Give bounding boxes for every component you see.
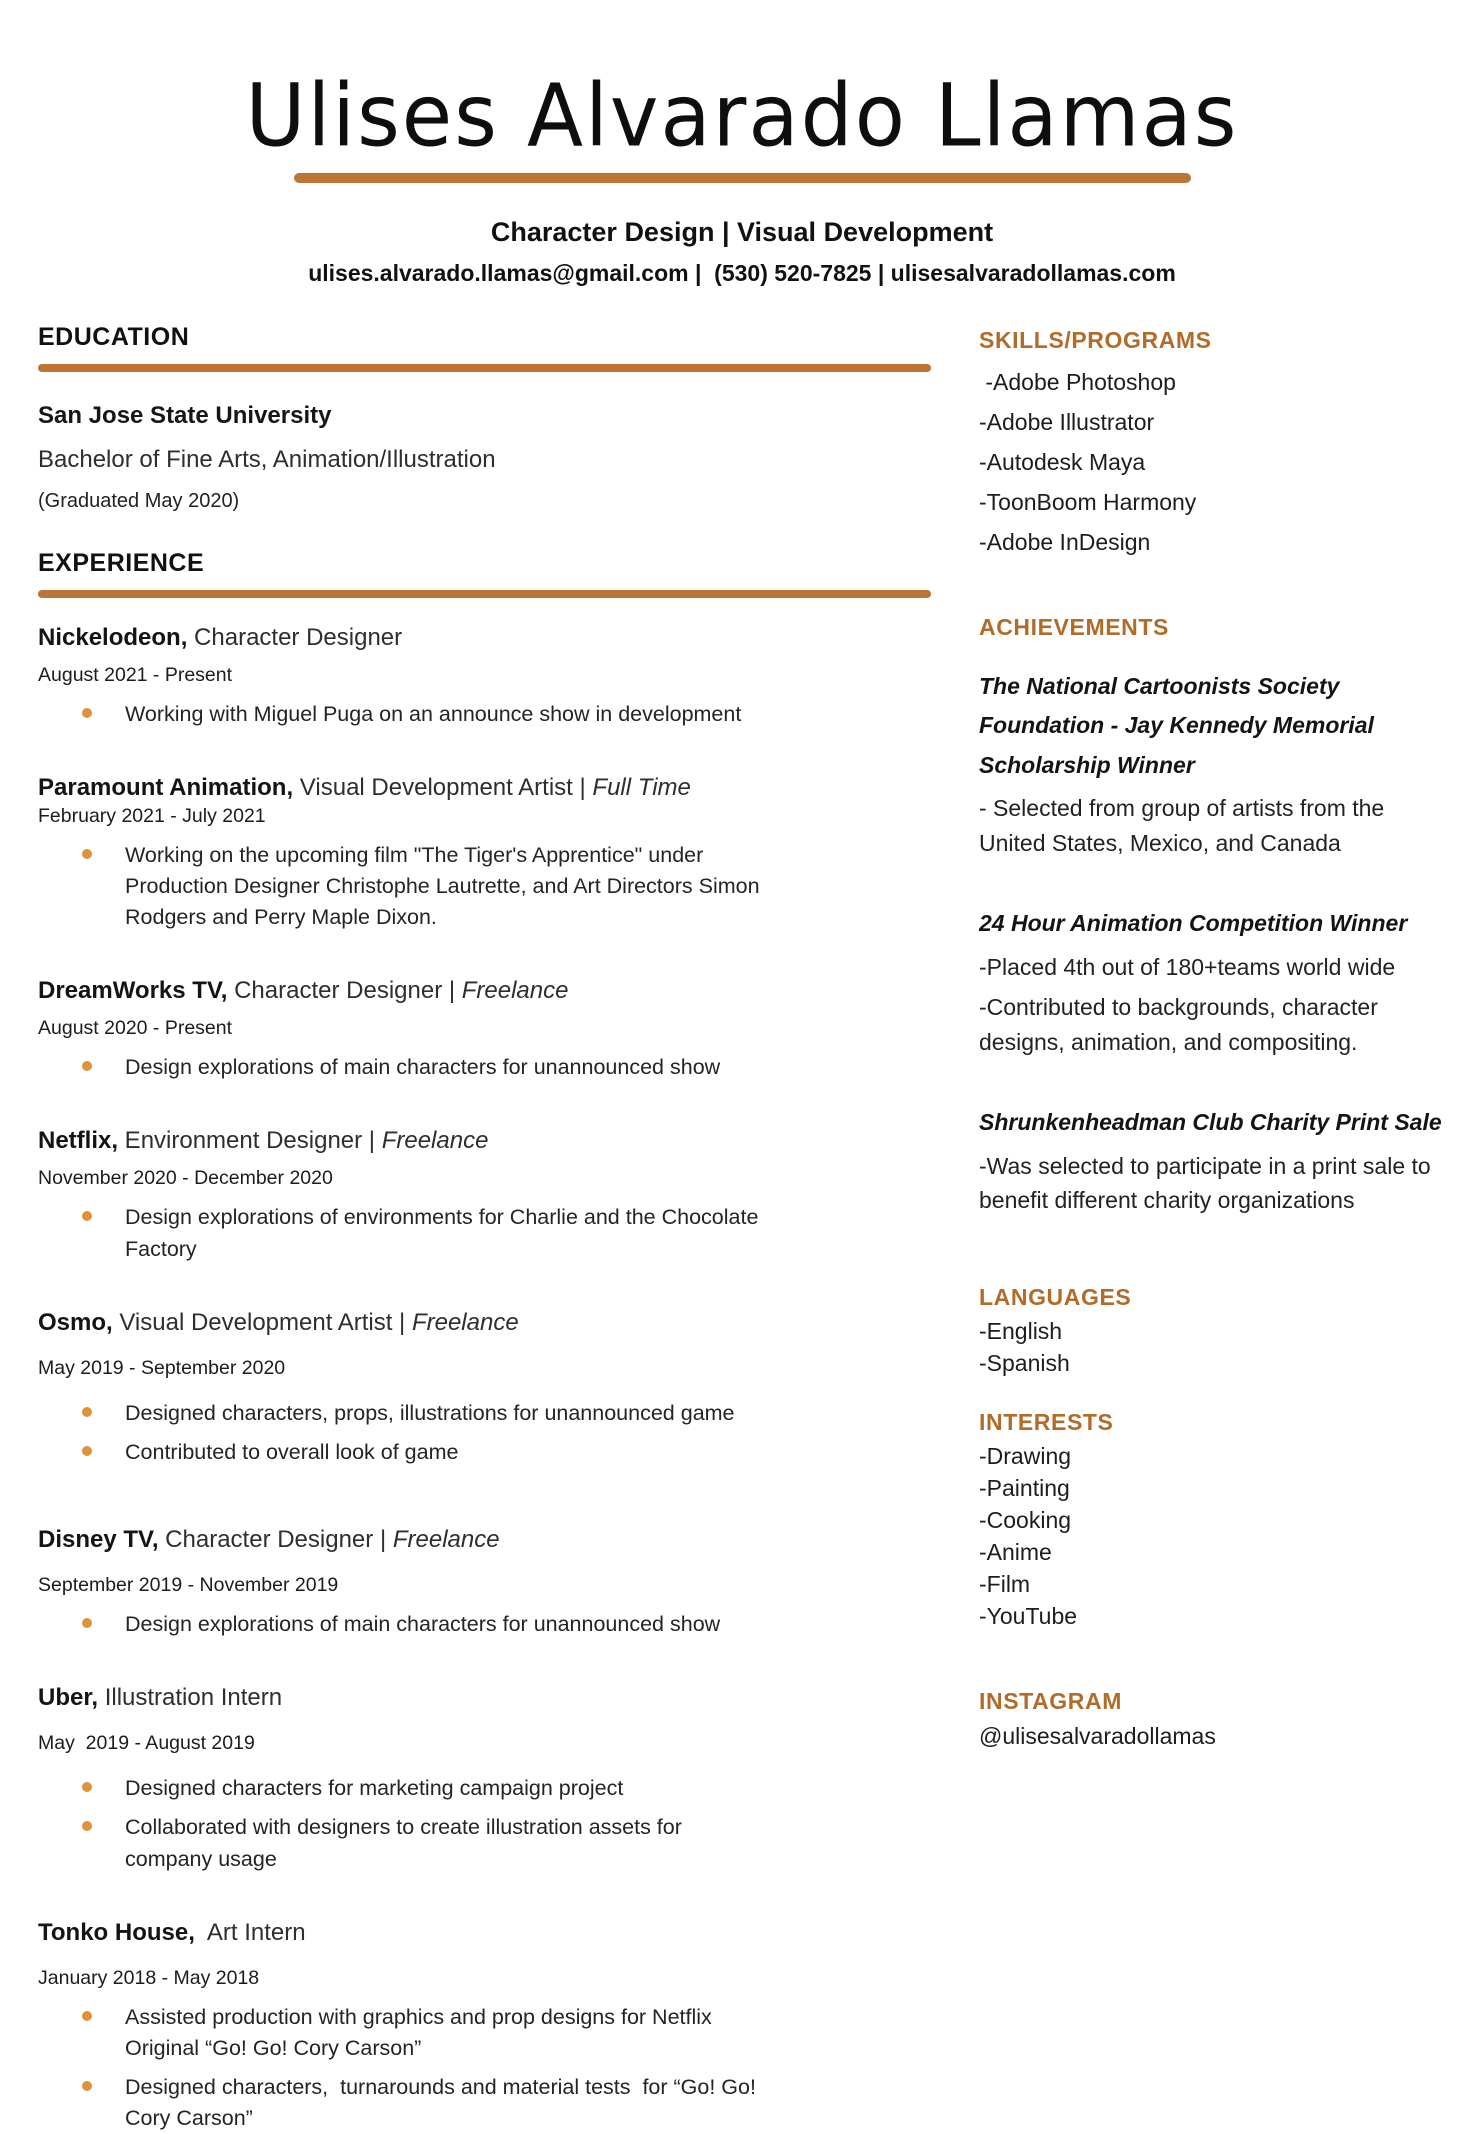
job-dates: May 2019 - September 2020 (38, 1357, 931, 1380)
achievement-title: The National Cartoonists Society Foundation - Jay Kennedy Memorial Scholarship Winner (979, 667, 1444, 786)
bullet-dot-icon (82, 1211, 92, 1221)
job-entry (38, 1309, 931, 1468)
person-name: Ulises Alvarado Llamas (0, 63, 1484, 172)
job-role: Visual Development Artist | (293, 774, 592, 801)
bullet-text: Working on the upcoming film "The Tiger's Apprentice" under Production Designer Christophe Lautrette, and Art Directors Simon Rodgers and Perry Maple Dixon. (125, 840, 765, 934)
bullet-item (38, 1609, 931, 1640)
job-bullet-list (38, 1609, 931, 1640)
bullet-text: Collaborated with designers to create illustration assets for company usage (125, 1812, 765, 1874)
job-role: Visual Development Artist | (113, 1309, 412, 1336)
job-role-type: Freelance (393, 1526, 500, 1553)
language-item: -English (979, 1315, 1444, 1347)
bullet-dot-icon (82, 708, 92, 718)
job-company: Osmo, (38, 1309, 113, 1336)
job-entry (38, 1919, 931, 2134)
achievement-desc: -Contributed to backgrounds, character designs, animation, and compositing. (979, 990, 1444, 1059)
experience-rule (38, 590, 931, 598)
job-company: Nickelodeon, (38, 624, 187, 651)
languages-list (979, 1315, 1444, 1379)
job-company: Tonko House, (38, 1919, 195, 1946)
resume-header (0, 0, 1484, 287)
bullet-dot-icon (82, 1407, 92, 1417)
job-title (38, 1919, 931, 1947)
interest-item: -YouTube (979, 1600, 1444, 1632)
graduation-date: (Graduated May 2020) (38, 490, 931, 513)
job-role: Illustration Intern (98, 1684, 282, 1711)
two-column-body (0, 287, 1484, 2134)
job-role-type: Freelance (382, 1127, 489, 1154)
job-title (38, 1127, 931, 1155)
bullet-text: Working with Miguel Puga on an announce show in development (125, 699, 741, 730)
interest-item: -Drawing (979, 1440, 1444, 1472)
interests-heading: INTERESTS (979, 1409, 1444, 1436)
bullet-dot-icon (82, 1446, 92, 1456)
sidebar-column (979, 327, 1444, 2134)
name-underline-rule (294, 173, 1191, 183)
job-role-type: Full Time (592, 774, 690, 801)
job-company: DreamWorks TV, (38, 977, 227, 1004)
job-entry (38, 977, 931, 1083)
job-bullet-list (38, 1202, 931, 1264)
bullet-text: Designed characters, turnarounds and material tests for “Go! Go! Cory Carson” (125, 2072, 765, 2134)
education-heading: EDUCATION (38, 323, 931, 352)
bullet-dot-icon (82, 2011, 92, 2021)
job-title (38, 774, 931, 802)
main-column (38, 287, 931, 2134)
job-dates: November 2020 - December 2020 (38, 1167, 931, 1190)
instagram-handle: @ulisesalvaradollamas (979, 1723, 1444, 1750)
achievement-desc: -Placed 4th out of 180+teams world wide (979, 950, 1444, 985)
job-dates: August 2020 - Present (38, 1017, 931, 1040)
job-company: Paramount Animation, (38, 774, 293, 801)
job-dates: May 2019 - August 2019 (38, 1732, 931, 1755)
languages-heading: LANGUAGES (979, 1284, 1444, 1311)
job-dates: January 2018 - May 2018 (38, 1967, 931, 1990)
job-dates: September 2019 - November 2019 (38, 1574, 931, 1597)
job-role: Character Designer | (159, 1526, 393, 1553)
bullet-dot-icon (82, 2081, 92, 2091)
achievement-desc: - Selected from group of artists from the United States, Mexico, and Canada (979, 791, 1444, 860)
job-role: Art Intern (195, 1919, 306, 1946)
job-role: Character Designer | (227, 977, 461, 1004)
school-name: San Jose State University (38, 402, 931, 430)
job-dates: August 2021 - Present (38, 664, 931, 687)
job-entry (38, 1127, 931, 1264)
bullet-text: Design explorations of main characters for unannounced show (125, 1052, 720, 1083)
job-title (38, 1526, 931, 1554)
job-bullet-list (38, 699, 931, 730)
skill-item: -Adobe InDesign (979, 522, 1444, 562)
job-entry (38, 1684, 931, 1875)
experience-heading: EXPERIENCE (38, 549, 931, 578)
bullet-item (38, 699, 931, 730)
job-title (38, 977, 931, 1005)
achievement-desc: -Was selected to participate in a print sale to benefit different charity organizations (979, 1149, 1444, 1218)
interests-list (979, 1440, 1444, 1632)
bullet-dot-icon (82, 1061, 92, 1071)
job-entry (38, 774, 931, 934)
job-entry (38, 624, 931, 730)
job-role-type: Freelance (462, 977, 569, 1004)
job-role: Character Designer (187, 624, 402, 651)
job-bullet-list (38, 1052, 931, 1083)
achievement-entry (979, 667, 1444, 861)
education-rule (38, 364, 931, 372)
professional-title: Character Design | Visual Development (0, 217, 1484, 248)
bullet-dot-icon (82, 849, 92, 859)
skills-heading: SKILLS/PROGRAMS (979, 327, 1444, 354)
job-dates: February 2021 - July 2021 (38, 805, 931, 828)
bullet-item (38, 1202, 931, 1264)
job-bullet-list (38, 1773, 931, 1875)
achievement-title: 24 Hour Animation Competition Winner (979, 904, 1444, 944)
interest-item: -Cooking (979, 1504, 1444, 1536)
job-entry (38, 1526, 931, 1640)
bullet-item (38, 840, 931, 934)
job-title (38, 1684, 931, 1712)
interest-item: -Painting (979, 1472, 1444, 1504)
achievements-list (979, 667, 1444, 1218)
job-title (38, 1309, 931, 1337)
job-bullet-list (38, 1398, 931, 1468)
bullet-dot-icon (82, 1821, 92, 1831)
bullet-item (38, 1812, 931, 1874)
bullet-item (38, 1398, 931, 1429)
bullet-item (38, 1773, 931, 1804)
bullet-dot-icon (82, 1618, 92, 1628)
bullet-text: Design explorations of main characters for unannounced show (125, 1609, 720, 1640)
job-bullet-list (38, 840, 931, 934)
degree: Bachelor of Fine Arts, Animation/Illustration (38, 446, 931, 474)
language-item: -Spanish (979, 1347, 1444, 1379)
bullet-item (38, 2072, 931, 2134)
job-title (38, 624, 931, 652)
bullet-item (38, 1437, 931, 1468)
bullet-text: Designed characters, props, illustrations for unannounced game (125, 1398, 735, 1429)
bullet-text: Assisted production with graphics and prop designs for Netflix Original “Go! Go! Cory Carson” (125, 2002, 765, 2064)
skill-item: -ToonBoom Harmony (979, 482, 1444, 522)
achievement-title: Shrunkenheadman Club Charity Print Sale (979, 1103, 1444, 1143)
job-company: Uber, (38, 1684, 98, 1711)
skills-list (979, 362, 1444, 562)
interest-item: -Film (979, 1568, 1444, 1600)
bullet-item (38, 1052, 931, 1083)
job-company: Netflix, (38, 1127, 118, 1154)
bullet-text: Contributed to overall look of game (125, 1437, 458, 1468)
skill-item: -Adobe Illustrator (979, 402, 1444, 442)
job-bullet-list (38, 2002, 931, 2134)
achievement-entry (979, 1103, 1444, 1218)
instagram-heading: INSTAGRAM (979, 1688, 1444, 1715)
job-role-type: Freelance (412, 1309, 519, 1336)
job-role: Environment Designer | (118, 1127, 382, 1154)
contact-line: ulises.alvarado.llamas@gmail.com | (530) 520-7825 | ulisesalvaradollamas.com (0, 260, 1484, 287)
job-company: Disney TV, (38, 1526, 159, 1553)
bullet-dot-icon (82, 1782, 92, 1792)
achievement-entry (979, 904, 1444, 1059)
achievements-heading: ACHIEVEMENTS (979, 614, 1444, 641)
experience-list (38, 624, 931, 2134)
bullet-item (38, 2002, 931, 2064)
interest-item: -Anime (979, 1536, 1444, 1568)
bullet-text: Design explorations of environments for Charlie and the Chocolate Factory (125, 1202, 765, 1264)
bullet-text: Designed characters for marketing campaign project (125, 1773, 623, 1804)
skill-item: -Autodesk Maya (979, 442, 1444, 482)
skill-item: -Adobe Photoshop (979, 362, 1444, 402)
